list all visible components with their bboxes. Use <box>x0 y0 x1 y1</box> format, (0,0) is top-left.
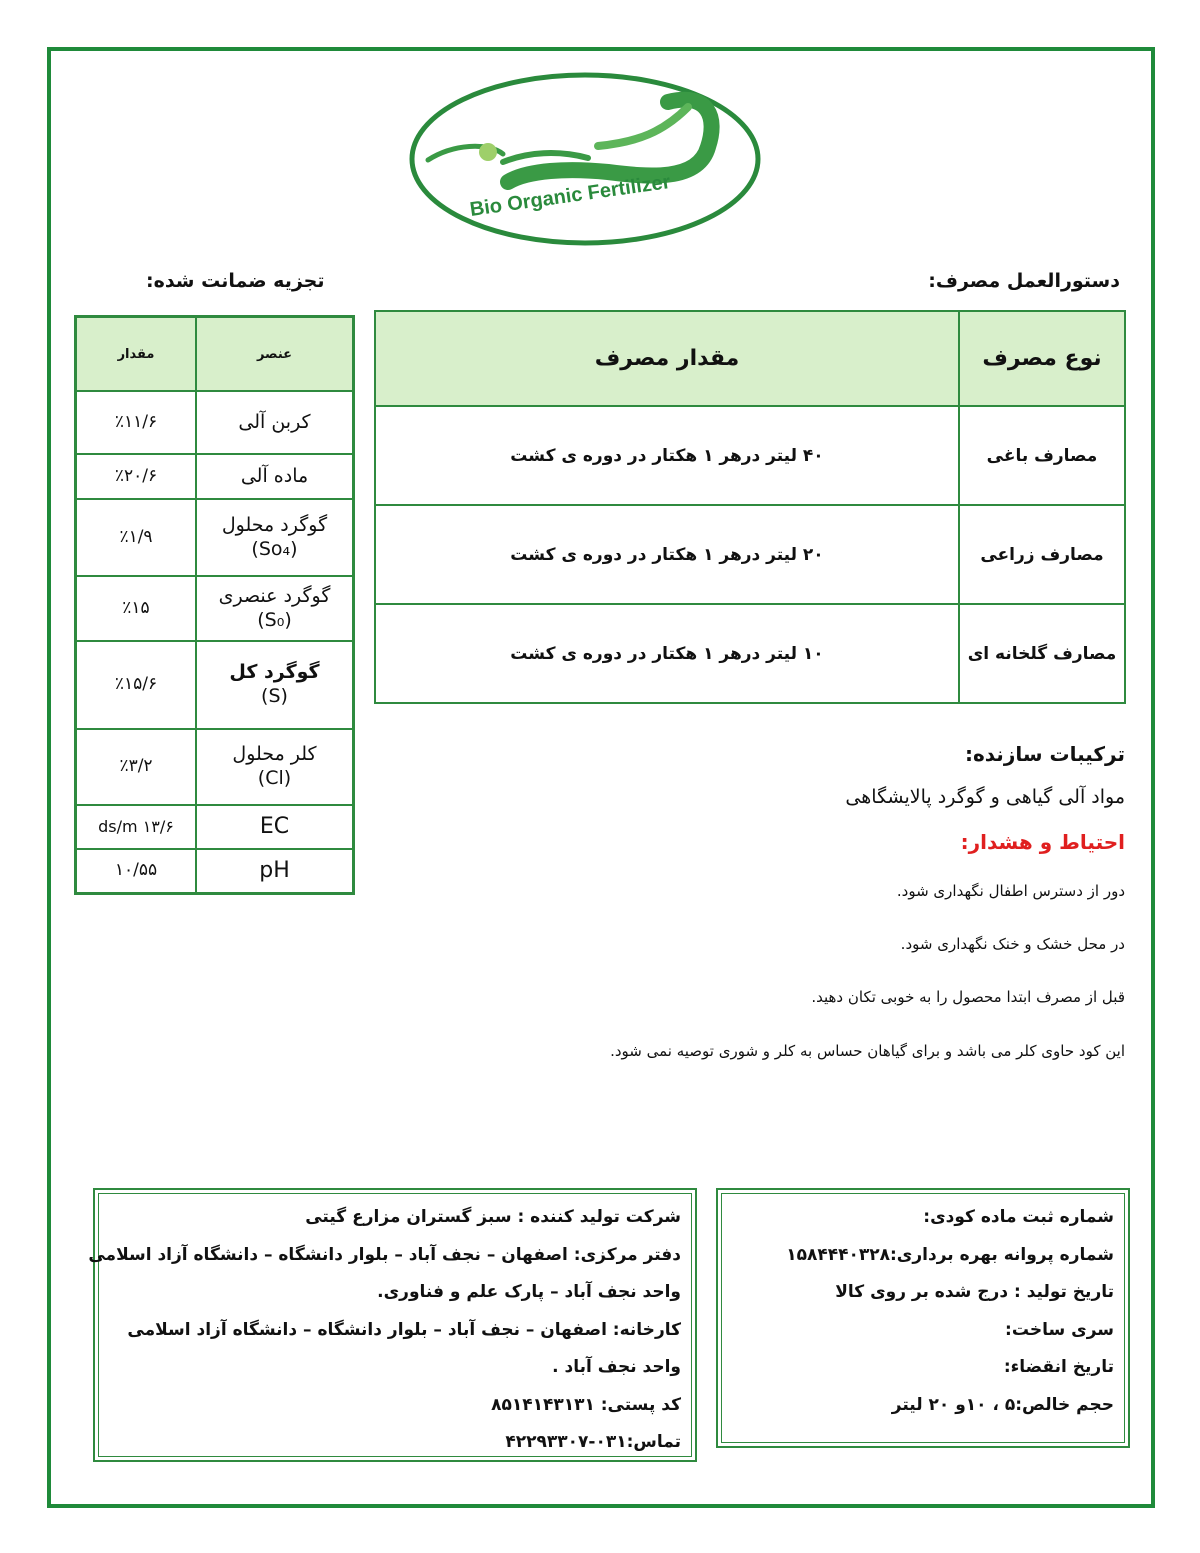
analysis-amount: ۱۳/۶ ds/m <box>76 805 197 849</box>
table-row <box>76 641 354 729</box>
analysis-element <box>196 499 354 576</box>
analysis-table <box>74 315 355 895</box>
usage-amount: ۱۰ لیتر درهر ۱ هکتار در دوره ی کشت <box>375 604 959 703</box>
analysis-amount: ٪۳/۲ <box>76 729 197 805</box>
table-row <box>375 406 1125 505</box>
usage-header-type: نوع مصرف <box>959 311 1125 406</box>
analysis-amount: ٪۱/۹ <box>76 499 197 576</box>
registration-line: تاریخ انقضاء: <box>1003 1357 1114 1377</box>
usage-type: مصارف زراعی <box>959 505 1125 604</box>
analysis-amount: ٪۱۵ <box>76 576 197 641</box>
table-row <box>76 849 354 893</box>
table-row <box>375 604 1125 703</box>
warning-title: احتیاط و هشدار: <box>960 830 1125 854</box>
analysis-element <box>196 641 354 729</box>
composition-title: ترکیبات سازنده: <box>964 742 1125 766</box>
registration-line: تاریخ تولید : درج شده بر روی کالا <box>835 1282 1114 1302</box>
manufacturer-line: واحد نجف آباد – پارک علم و فناوری. <box>377 1282 681 1302</box>
usage-header-amount: مقدار مصرف <box>375 311 959 406</box>
analysis-title: تجزیه ضمانت شده: <box>146 270 325 292</box>
element-name: کلر محلول <box>232 743 317 766</box>
usage-amount: ۴۰ لیتر درهر ۱ هکتار در دوره ی کشت <box>375 406 959 505</box>
table-row <box>76 454 354 499</box>
manufacturer-line: کارخانه: اصفهان – نجف آباد – بلوار دانشگاه – دانشگاه آزاد اسلامی <box>127 1319 681 1340</box>
analysis-header-amount: مقدار <box>76 317 197 392</box>
analysis-element: ماده آلی <box>196 454 354 499</box>
usage-header-row <box>375 311 1125 406</box>
element-formula: (Cl) <box>257 767 292 789</box>
manufacturer-line: کد پستی: ۸۵۱۴۱۴۳۱۳۱ <box>491 1394 681 1415</box>
table-row <box>76 391 354 454</box>
table-row <box>76 805 354 849</box>
registration-line: شماره ثبت ماده کودی: <box>923 1207 1114 1227</box>
analysis-element: EC <box>196 805 354 849</box>
usage-title: دستورالعمل مصرف: <box>928 270 1120 292</box>
registration-line: حجم خالص:۵ ، ۱۰و ۲۰ لیتر <box>891 1394 1114 1415</box>
analysis-amount: ٪۱۱/۶ <box>76 391 197 454</box>
analysis-element: pH <box>196 849 354 893</box>
element-name: گوگرد کل <box>229 661 320 684</box>
analysis-element <box>196 729 354 805</box>
table-row <box>76 499 354 576</box>
table-row <box>76 576 354 641</box>
usage-type: مصارف باغی <box>959 406 1125 505</box>
registration-line: سری ساخت: <box>1005 1319 1114 1340</box>
element-formula: (So₄) <box>251 537 298 560</box>
element-name: گوگرد عنصری <box>218 584 331 607</box>
analysis-element: کربن آلی <box>196 391 354 454</box>
manufacturer-line: تماس:۰۳۱-۴۲۲۹۳۳۰۷ <box>505 1432 681 1452</box>
usage-table <box>374 310 1126 704</box>
element-formula: (S₀) <box>257 608 292 631</box>
analysis-header-element: عنصر <box>196 317 354 392</box>
analysis-header-row <box>76 317 354 392</box>
manufacturer-line: واحد نجف آباد . <box>552 1357 681 1377</box>
element-formula: (S) <box>261 685 288 707</box>
usage-amount: ۲۰ لیتر درهر ۱ هکتار در دوره ی کشت <box>375 505 959 604</box>
manufacturer-line: دفتر مرکزی: اصفهان – نجف آباد – بلوار دانشگاه – دانشگاه آزاد اسلامی <box>88 1244 681 1265</box>
warning-item: قبل از مصرف ابتدا محصول را به خوبی تکان دهید. <box>811 988 1125 1006</box>
table-row <box>375 505 1125 604</box>
logo-latin-text: Bio Organic Fertilizer <box>468 171 672 221</box>
warning-item: این کود حاوی کلر می باشد و برای گیاهان حساس به کلر و شوری توصیه نمی شود. <box>610 1042 1125 1060</box>
table-row <box>76 729 354 805</box>
warning-item: در محل خشک و خنک نگهداری شود. <box>900 935 1125 953</box>
analysis-element <box>196 576 354 641</box>
manufacturer-box <box>88 1188 697 1462</box>
analysis-amount: ٪۱۵/۶ <box>76 641 197 729</box>
manufacturer-line: شرکت تولید کننده : سبز گستران مزارع گیتی <box>305 1207 681 1227</box>
element-name: گوگرد محلول <box>221 513 328 536</box>
warning-item: دور از دسترس اطفال نگهداری شود. <box>896 882 1125 900</box>
analysis-amount: ۱۰/۵۵ <box>76 849 197 893</box>
analysis-amount: ٪۲۰/۶ <box>76 454 197 499</box>
brand-logo <box>408 72 762 247</box>
usage-type: مصارف گلخانه ای <box>959 604 1125 703</box>
registration-line: شماره پروانه بهره برداری:۱۵۸۴۴۴۰۳۲۸ <box>786 1244 1114 1265</box>
registration-box <box>716 1188 1130 1448</box>
composition-body: مواد آلی گیاهی و گوگرد پالایشگاهی <box>845 786 1125 808</box>
